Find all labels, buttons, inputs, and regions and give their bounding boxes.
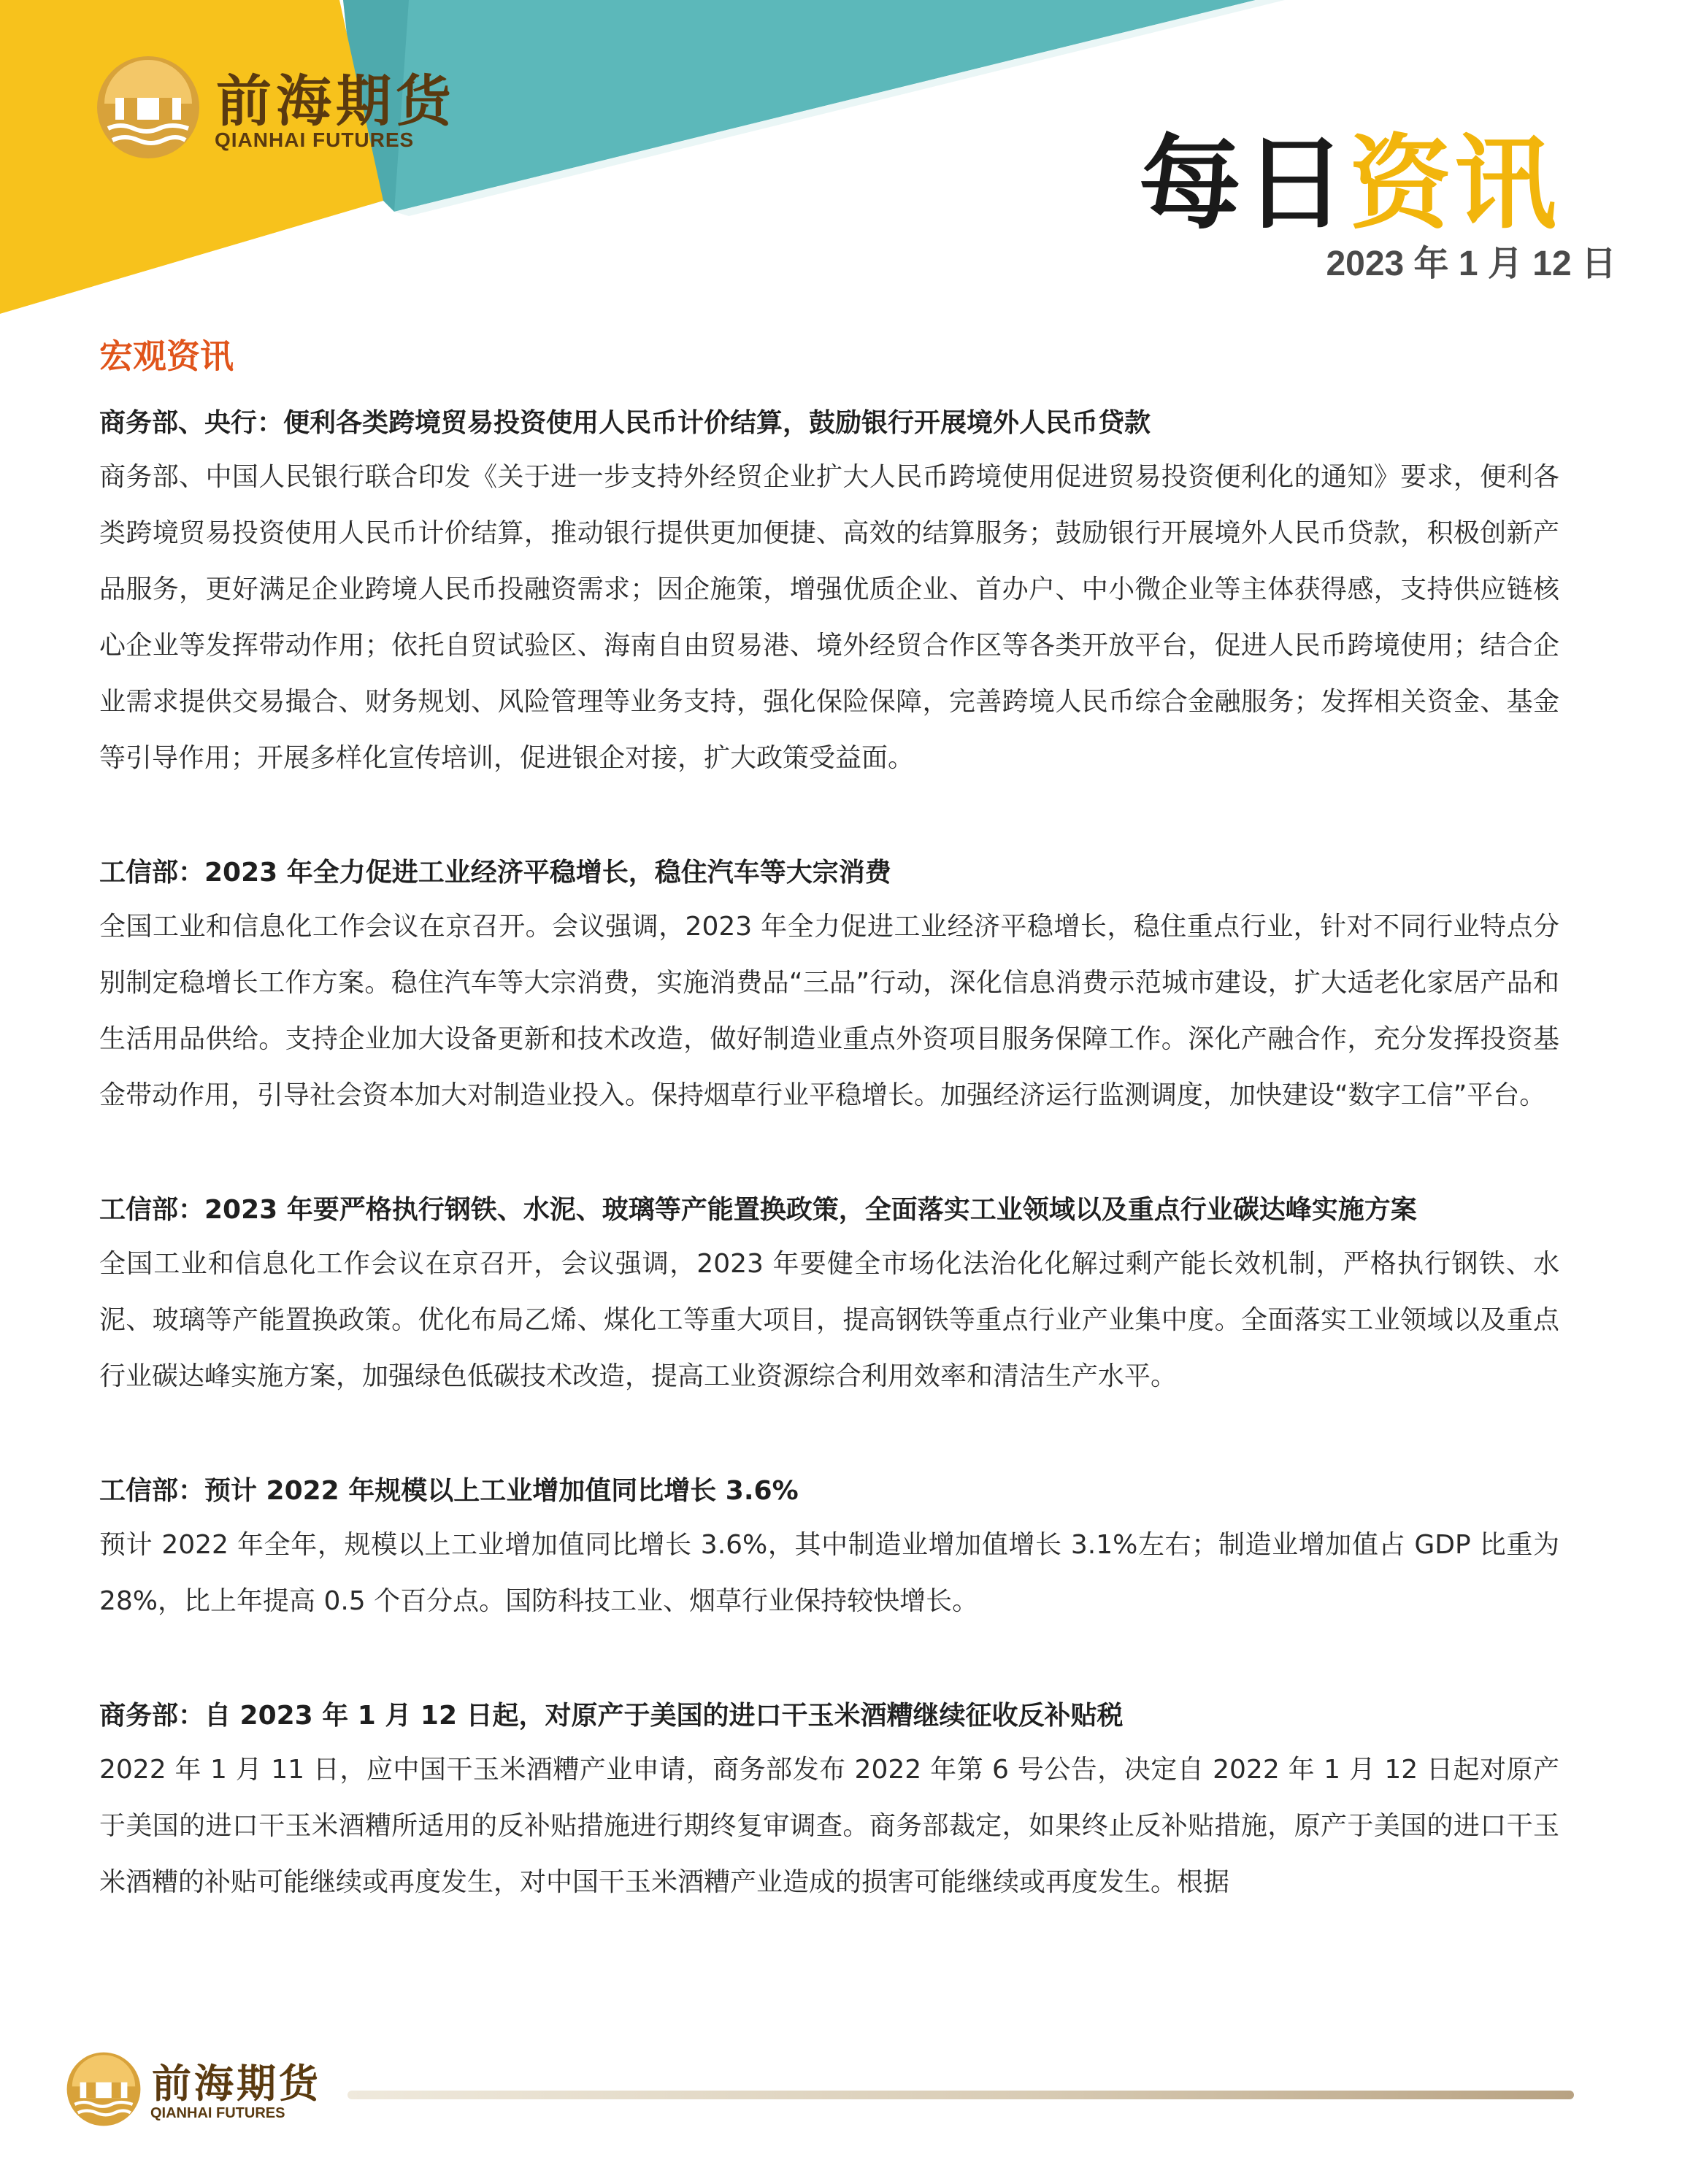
footer-divider	[347, 2091, 1574, 2099]
article-headline: 工信部：预计 2022 年规模以上工业增加值同比增长 3.6%	[99, 1476, 799, 1506]
footer-brand-name-en: QIANHAI FUTURES	[150, 2105, 285, 2121]
page-title-part1: 每日	[1139, 125, 1350, 244]
article	[99, 1691, 1559, 1910]
article	[99, 847, 1559, 1123]
page-title-part2: 资讯	[1349, 125, 1560, 244]
article-body: 全国工业和信息化工作会议在京召开，会议强调，2023 年要健全市场化法治化化解过剩产能长效机制，严格执行钢铁、水泥、玻璃等产能置换政策。优化布局乙烯、煤化工等重大项目，提高钢铁等重点行业产业集中度。全面落实工业领域以及重点行业碳达峰实施方案，加强绿色低碳技术改造，提高工业资源综合利用效率和清洁生产水平。	[99, 1249, 1559, 1391]
article-body: 2022 年 1 月 11 日，应中国干玉米酒糟产业申请，商务部发布 2022 年第 6 号公告，决定自 2022 年 1 月 12 日起对原产于美国的进口干玉米酒糟所适用的反补贴措施进行期终复审调查。商务部裁定，如果终止反补贴措施，原产于美国的进口干玉米酒糟的补贴可能继续或再度发生，对中国干玉米酒糟产业造成的损害可能继续或再度发生。根据	[99, 1755, 1559, 1897]
article-headline: 工信部：2023 年全力促进工业经济平稳增长，稳住汽车等大宗消费	[99, 858, 891, 888]
article-headline: 商务部：自 2023 年 1 月 12 日起，对原产于美国的进口干玉米酒糟继续征收反补贴税	[99, 1701, 1124, 1731]
report-date: 2023 年 1 月 12 日	[1326, 245, 1616, 283]
article-headline: 商务部、央行：便利各类跨境贸易投资使用人民币计价结算，鼓励银行开展境外人民币贷款	[99, 408, 1151, 438]
brand-logo	[93, 53, 488, 162]
article-body: 全国工业和信息化工作会议在京召开。会议强调，2023 年全力促进工业经济平稳增长，稳住重点行业，针对不同行业特点分别制定稳增长工作方案。稳住汽车等大宗消费，实施消费品“三品”行动，深化信息消费示范城市建设，扩大适老化家居产品和生活用品供给。支持企业加大设备更新和技术改造，做好制造业重点外资项目服务保障工作。深化产融合作，充分发挥投资基金带动作用，引导社会资本加大对制造业投入。保持烟草行业平稳增长。加强经济运行监测调度，加快建设“数字工信”平台。	[99, 912, 1559, 1110]
article-body: 商务部、中国人民银行联合印发《关于进一步支持外经贸企业扩大人民币跨境使用促进贸易投资便利化的通知》要求，便利各类跨境贸易投资使用人民币计价结算，推动银行提供更加便捷、高效的结算服务；鼓励银行开展境外人民币贷款，积极创新产品服务，更好满足企业跨境人民币投融资需求；因企施策，增强优质企业、首办户、中小微企业等主体获得感，支持供应链核心企业等发挥带动作用；依托自贸试验区、海南自由贸易港、境外经贸合作区等各类开放平台，促进人民币跨境使用；结合企业需求提供交易撮合、财务规划、风险管理等业务支持，强化保险保障，完善跨境人民币综合金融服务；发挥相关资金、基金等引导作用；开展多样化宣传培训，促进银企对接，扩大政策受益面。	[99, 462, 1559, 773]
brand-name-cn: 前海期货	[216, 69, 456, 134]
article	[99, 398, 1559, 786]
footer-logo	[64, 2050, 342, 2130]
section-title: 宏观资讯	[99, 337, 234, 376]
article-list	[99, 398, 1559, 1972]
page-title	[1139, 102, 1559, 249]
brand-name-en: QIANHAI FUTURES	[215, 128, 415, 151]
article-body: 预计 2022 年全年，规模以上工业增加值同比增长 3.6%，其中制造业增加值增长 3.1%左右；制造业增加值占 GDP 比重为 28%，比上年提高 0.5 个百分点。国防科技工业、烟草行业保持较快增长。	[99, 1530, 1559, 1616]
article	[99, 1466, 1559, 1629]
brand-emblem-icon	[93, 53, 203, 162]
footer-brand-name-cn: 前海期货	[152, 2060, 321, 2107]
article	[99, 1185, 1559, 1404]
article-headline: 工信部：2023 年要严格执行钢铁、水泥、玻璃等产能置换政策，全面落实工业领域以及重点行业碳达峰实施方案	[99, 1195, 1417, 1225]
footer-emblem-icon	[64, 2050, 143, 2129]
